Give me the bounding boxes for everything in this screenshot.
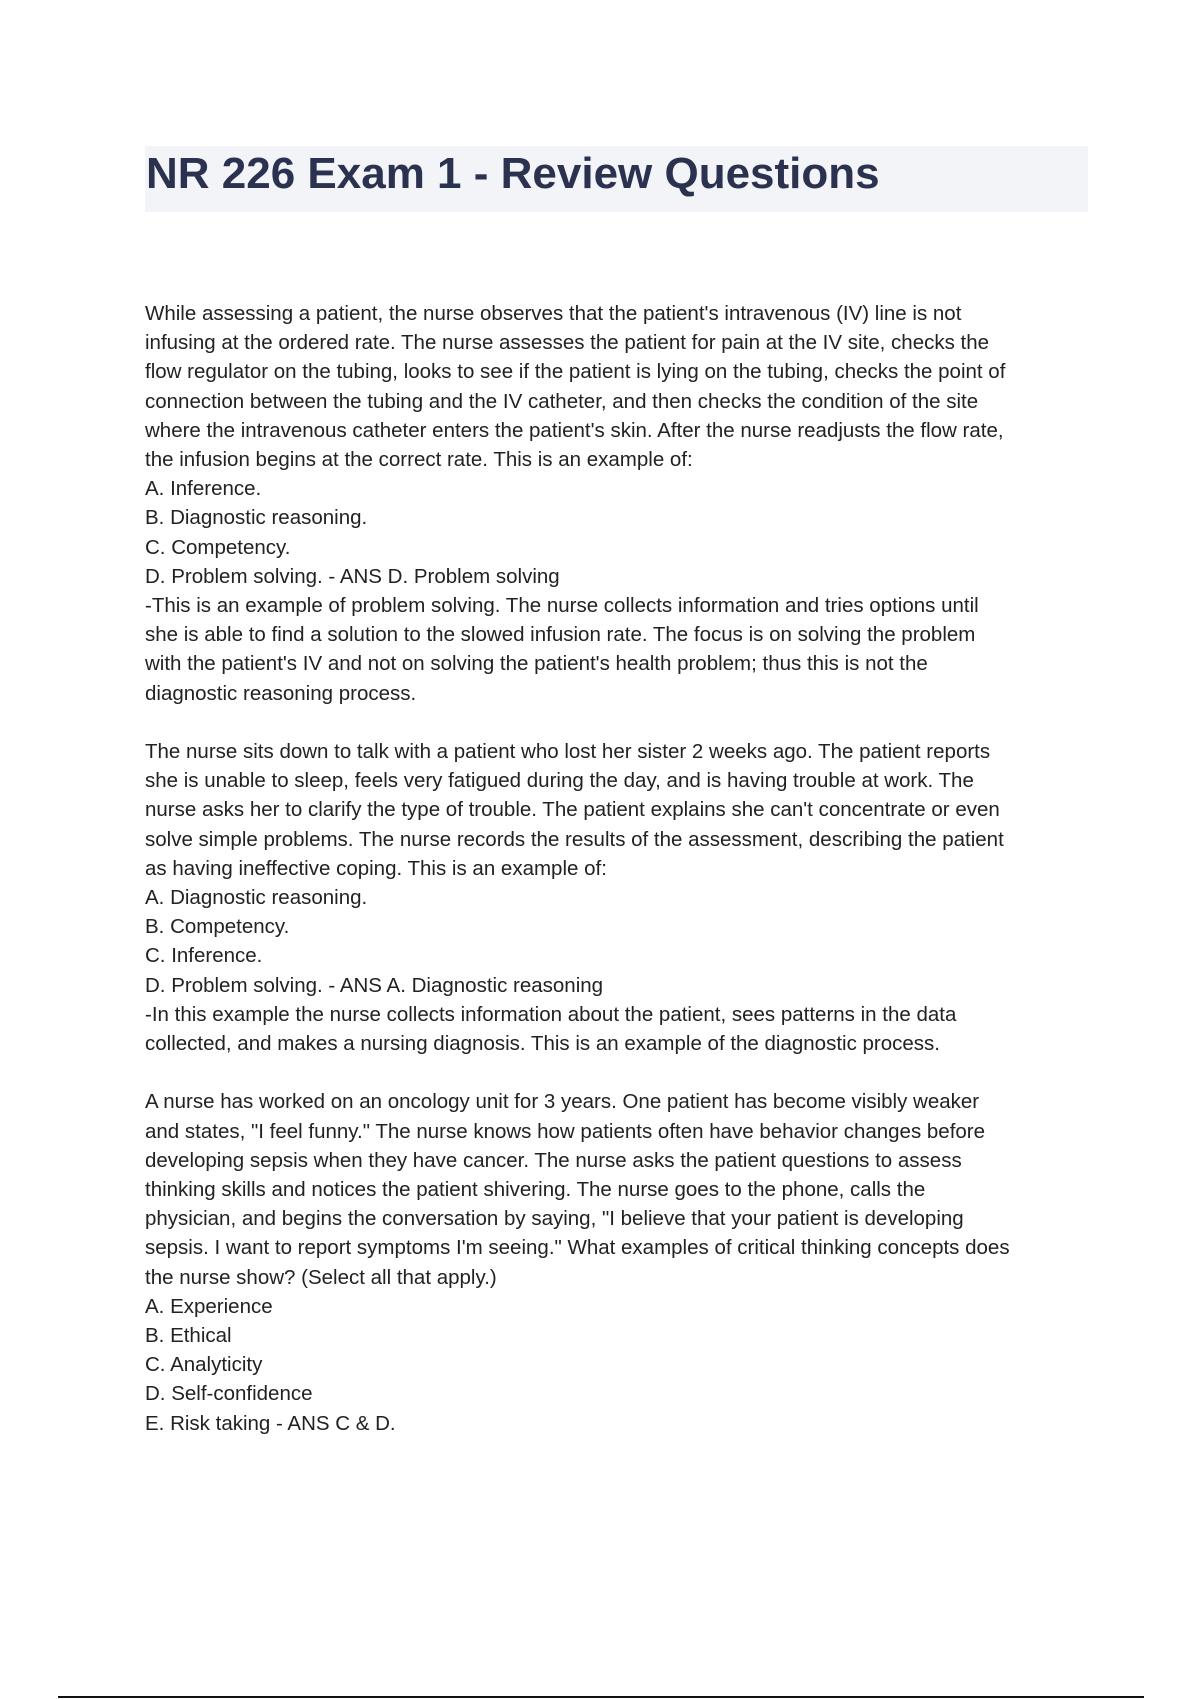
question-3 xyxy=(145,1087,1090,1437)
stem-line: where the intravenous catheter enters the patient's skin. After the nurse readjusts the flow rate, xyxy=(145,418,1004,442)
answer-option: B. Competency. xyxy=(145,915,290,939)
rationale-line: with the patient's IV and not on solving the patient's health problem; thus this is not the xyxy=(145,652,928,676)
question-2-rationale xyxy=(145,1000,1090,1058)
page-title: NR 226 Exam 1 - Review Questions xyxy=(146,149,880,198)
stem-line: While assessing a patient, the nurse observes that the patient's intravenous (IV) line is not xyxy=(145,302,962,325)
answer-option: A. Diagnostic reasoning. xyxy=(145,886,368,910)
stem-line: she is unable to sleep, feels very fatigued during the day, and is having trouble at work. The xyxy=(145,769,974,793)
question-1 xyxy=(145,299,1090,708)
answer-option: B. Diagnostic reasoning. xyxy=(145,506,368,530)
stem-line: solve simple problems. The nurse records the results of the assessment, describing the patient xyxy=(145,827,1004,851)
rationale-line: collected, and makes a nursing diagnosis. This is an example of the diagnostic process. xyxy=(145,1032,941,1056)
stem-line: the nurse show? (Select all that apply.) xyxy=(145,1265,497,1289)
answer-option: D. Self-confidence xyxy=(145,1382,313,1406)
answer-option-with-answer: D. Problem solving. - ANS D. Problem solving xyxy=(145,564,560,588)
answer-option-with-answer: E. Risk taking - ANS C & D. xyxy=(145,1411,396,1435)
stem-line: thinking skills and notices the patient shivering. The nurse goes to the phone, calls the xyxy=(145,1178,926,1202)
answer-option: C. Inference. xyxy=(145,944,263,968)
stem-line: developing sepsis when they have cancer. The nurse asks the patient questions to assess xyxy=(145,1148,962,1172)
rationale-line: she is able to find a solution to the slowed infusion rate. The focus is on solving the problem xyxy=(145,623,976,647)
stem-line: nurse asks her to clarify the type of trouble. The patient explains she can't concentrate or even xyxy=(145,798,1000,822)
answer-option: A. Experience xyxy=(145,1294,273,1318)
question-3-options xyxy=(145,1292,1090,1438)
answer-option-with-answer: D. Problem solving. - ANS A. Diagnostic reasoning xyxy=(145,973,604,997)
question-2 xyxy=(145,737,1090,1058)
answer-option: B. Ethical xyxy=(145,1324,232,1348)
question-2-options xyxy=(145,883,1090,1000)
question-1-options xyxy=(145,474,1090,591)
stem-line: infusing at the ordered rate. The nurse assesses the patient for pain at the IV site, checks the xyxy=(145,331,990,355)
stem-line: the infusion begins at the correct rate. This is an example of: xyxy=(145,448,693,472)
answer-option: C. Competency. xyxy=(145,535,291,559)
question-1-stem xyxy=(145,299,1090,474)
stem-line: flow regulator on the tubing, looks to see if the patient is lying on the tubing, checks the point of xyxy=(145,360,1006,384)
answer-option: A. Inference. xyxy=(145,477,262,501)
rationale-line: -This is an example of problem solving. The nurse collects information and tries options until xyxy=(145,594,979,618)
stem-line: A nurse has worked on an oncology unit for 3 years. One patient has become visibly weaker xyxy=(145,1090,980,1114)
answer-option: C. Analyticity xyxy=(145,1353,263,1377)
question-2-stem xyxy=(145,737,1090,883)
footer-divider xyxy=(58,1696,1144,1698)
rationale-line: -In this example the nurse collects information about the patient, sees patterns in the data xyxy=(145,1002,957,1026)
stem-line: physician, and begins the conversation by saying, "I believe that your patient is developing xyxy=(145,1207,964,1231)
stem-line: as having ineffective coping. This is an example of: xyxy=(145,856,607,880)
question-3-stem xyxy=(145,1087,1090,1291)
question-1-rationale xyxy=(145,591,1090,708)
stem-line: The nurse sits down to talk with a patient who lost her sister 2 weeks ago. The patient reports xyxy=(145,740,991,764)
stem-line: connection between the tubing and the IV catheter, and then checks the condition of the site xyxy=(145,389,979,413)
questions-content xyxy=(145,299,1090,1467)
stem-line: and states, "I feel funny." The nurse knows how patients often have behavior changes before xyxy=(145,1119,986,1143)
rationale-line: diagnostic reasoning process. xyxy=(145,681,417,705)
stem-line: sepsis. I want to report symptoms I'm seeing." What examples of critical thinking concepts does xyxy=(145,1236,1010,1260)
